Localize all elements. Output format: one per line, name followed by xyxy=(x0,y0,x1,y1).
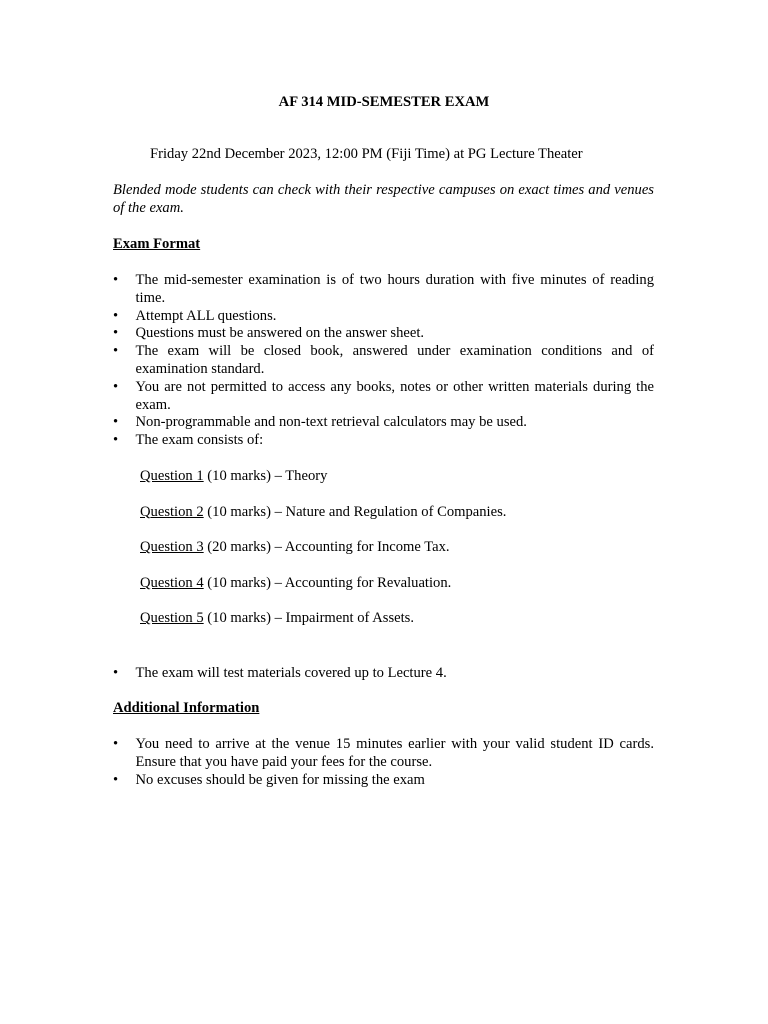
blended-mode-note: Blended mode students can check with their respective campuses on exact times and venues of the exam. xyxy=(113,182,654,216)
list-item-text: No excuses should be given for missing the exam xyxy=(135,771,425,788)
question-label: Question 2 xyxy=(140,503,204,520)
list-item-text: The mid-semester examination is of two hours duration with five minutes of reading time. xyxy=(135,272,654,306)
list-item xyxy=(113,343,654,379)
list-item-text: The exam will be closed book, answered under examination conditions and of examination standard. xyxy=(135,343,654,377)
bullet-icon: • xyxy=(113,272,119,288)
question-item xyxy=(140,610,506,646)
question-item xyxy=(140,539,506,575)
exam-format-list xyxy=(113,272,654,450)
list-item xyxy=(113,379,654,415)
list-item-text: Questions must be answered on the answer sheet. xyxy=(135,325,425,342)
question-detail: (20 marks) – Accounting for Income Tax. xyxy=(203,539,450,556)
document-title: AF 314 MID-SEMESTER EXAM xyxy=(278,94,490,110)
question-detail: (10 marks) – Accounting for Revaluation. xyxy=(203,574,452,591)
question-list xyxy=(140,468,506,646)
list-item xyxy=(113,772,654,790)
bullet-icon: • xyxy=(113,736,119,752)
question-label: Question 1 xyxy=(140,468,204,484)
question-detail: (10 marks) – Impairment of Assets. xyxy=(203,610,415,627)
additional-info-list xyxy=(113,736,654,789)
bullet-icon: • xyxy=(113,325,119,342)
list-item xyxy=(113,665,654,683)
list-item xyxy=(113,414,654,432)
list-item xyxy=(113,308,654,326)
bullet-icon: • xyxy=(113,307,119,324)
question-item xyxy=(140,468,506,504)
list-item-text: The exam will test materials covered up to Lecture 4. xyxy=(135,665,447,681)
list-item-text: You need to arrive at the venue 15 minutes earlier with your valid student ID cards. Ensure that you have paid your fees for the course. xyxy=(135,736,654,770)
question-detail: (10 marks) – Nature and Regulation of Companies. xyxy=(203,503,507,520)
bullet-icon: • xyxy=(113,378,119,395)
question-item xyxy=(140,575,506,611)
exam-format-heading: Exam Format xyxy=(113,236,201,252)
question-label: Question 3 xyxy=(140,539,204,556)
bullet-icon: • xyxy=(113,665,119,681)
list-item-text: Non-programmable and non-text retrieval calculators may be used. xyxy=(135,414,527,431)
exam-dateline: Friday 22nd December 2023, 12:00 PM (Fiji Time) at PG Lecture Theater xyxy=(150,146,583,162)
list-item xyxy=(113,432,654,450)
bullet-icon: • xyxy=(113,432,119,449)
question-label: Question 4 xyxy=(140,574,204,591)
bullet-icon: • xyxy=(113,414,119,431)
list-item-text: Attempt ALL questions. xyxy=(135,307,277,324)
list-item xyxy=(113,325,654,343)
question-item xyxy=(140,504,506,540)
list-item-text: You are not permitted to access any books, notes or other written materials during the exam. xyxy=(135,378,654,413)
list-item-text: The exam consists of: xyxy=(135,432,264,449)
exam-coverage-list xyxy=(113,665,654,683)
question-label: Question 5 xyxy=(140,610,204,627)
list-item xyxy=(113,736,654,772)
bullet-icon: • xyxy=(113,343,119,360)
list-item xyxy=(113,272,654,308)
question-detail: (10 marks) – Theory xyxy=(203,468,328,484)
bullet-icon: • xyxy=(113,771,119,788)
additional-info-heading: Additional Information xyxy=(113,700,260,716)
